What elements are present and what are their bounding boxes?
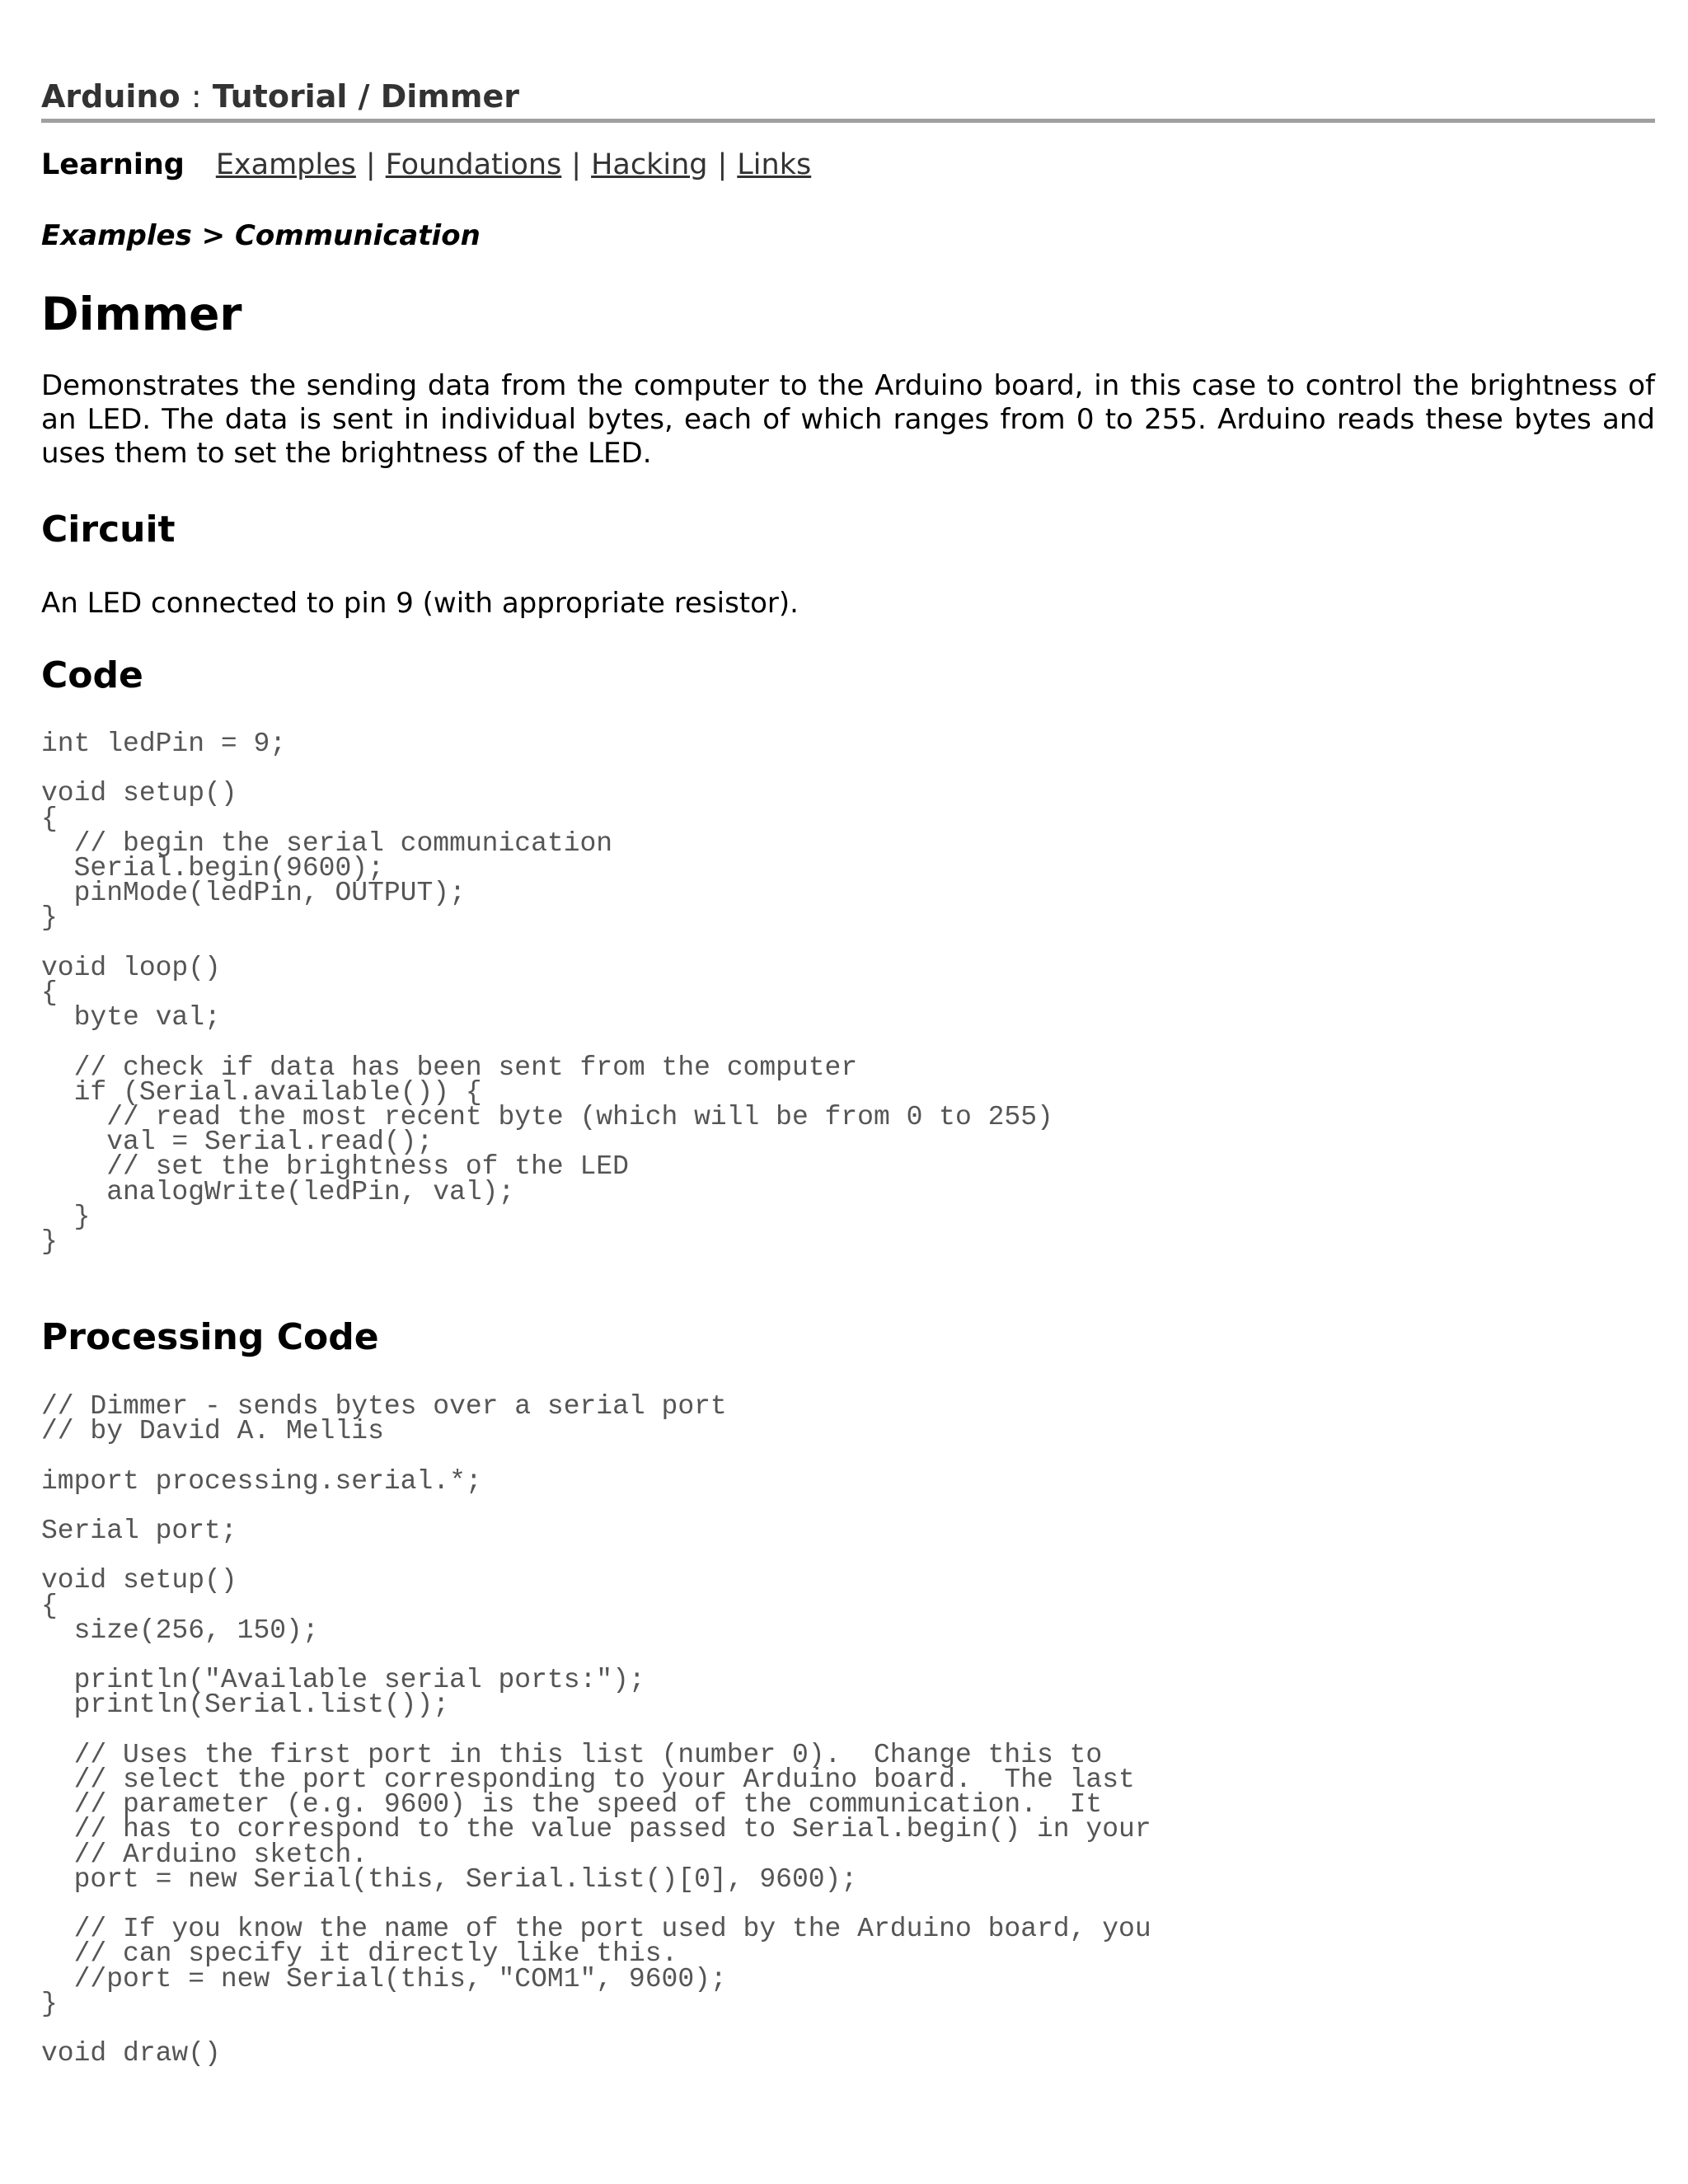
nav-link-examples[interactable]: Examples (215, 148, 356, 181)
nav-label-learning: Learning (41, 148, 185, 181)
arduino-code-block: int ledPin = 9; void setup() { // begin the serial communication Serial.begin(9600); pinMode(ledPin, OUTPUT); } void loop() { byte val; // check if data has been sent from the computer if (Serial.available()) { // read the most recent byte (which will be from 0 to 255) val = Serial.read(); // set the brightness of the LED analogWrite(ledPin, val); } } (41, 729, 1053, 1258)
title-divider (41, 119, 1655, 123)
site-title (41, 78, 519, 115)
intro-paragraph: Demonstrates the sending data from the computer to the Arduino board, in this case to control the brightness of an LED. The data is sent in individual bytes, each of which ranges from 0 to 255. Arduino reads these bytes and uses them to set the brightness of the LED. (41, 369, 1655, 470)
circuit-heading: Circuit (41, 509, 176, 551)
title-separator: : (190, 78, 202, 115)
processing-code-heading: Processing Code (41, 1316, 379, 1358)
circuit-text: An LED connected to pin 9 (with appropriate resistor). (41, 587, 799, 620)
site-section: Tutorial / Dimmer (212, 78, 519, 115)
nav-separator: | (571, 148, 582, 181)
site-name: Arduino (41, 78, 181, 115)
nav-link-links[interactable]: Links (737, 148, 812, 181)
code-heading: Code (41, 654, 143, 696)
page-title: Dimmer (41, 288, 242, 340)
nav-separator: | (717, 148, 728, 181)
nav-separator: | (365, 148, 376, 181)
processing-code-block: // Dimmer - sends bytes over a serial port // by David A. Mellis import processing.serial.*; Serial port; void setup() { size(256, 150); println("Available serial ports:"); println(Serial.list()); // Uses the first port in this list (number 0). Change this to // select the port corresponding to your Arduino board. The last // parameter (e.g. 9600) is the speed of the communication. It // has to correspond to the value passed to Serial.begin() in your // Arduino sketch. port = new Serial(this, Serial.list()[0], 9600); // If you know the name of the port used by the Arduino board, you // can specify it directly like this. //port = new Serial(this, "COM1", 9600); } void draw() (41, 1391, 1151, 2069)
nav-link-foundations[interactable]: Foundations (385, 148, 562, 181)
breadcrumb: Examples > Communication (41, 219, 481, 252)
nav-link-hacking[interactable]: Hacking (591, 148, 708, 181)
learning-nav (41, 148, 811, 181)
